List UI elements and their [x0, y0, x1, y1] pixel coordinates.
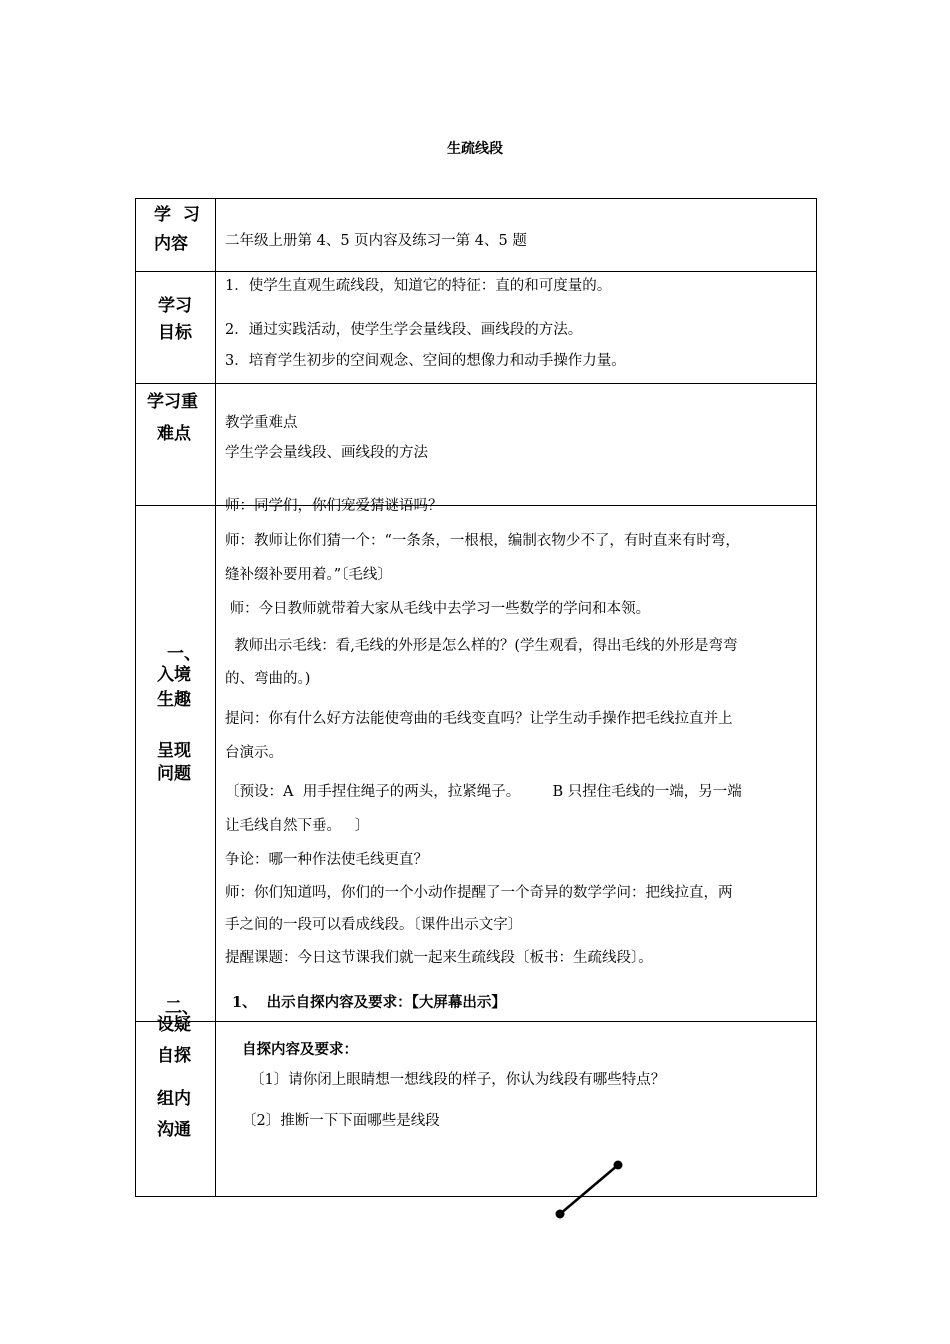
- explore-label-line2: 设疑: [157, 1015, 191, 1035]
- goal-item: 3．培育学生初步的空间观念、空间的想像力和动手操作力量。: [225, 353, 626, 369]
- segment-endpoint: [614, 1161, 623, 1170]
- content-text: 二年级上册第 4、5 页内容及练习一第 4、5 题: [225, 233, 527, 249]
- content-label-line1: 学 习: [154, 205, 200, 225]
- situation-line: 师：同学们，你们宠爱猜谜语吗？: [225, 498, 443, 514]
- goal-item: 1．使学生直观生疏线段，知道它的特征：直的和可度量的。: [225, 278, 612, 294]
- situation-line: 师：教师让你们猜一个：“一条条，一根根，编制衣物少不了，有时直来有时弯，: [225, 533, 740, 549]
- situation-line: 1、 出示自探内容及要求：【大屏幕出示】: [232, 994, 506, 1011]
- keypoints-label-line2: 难点: [157, 424, 191, 444]
- segment-endpoint: [556, 1210, 565, 1219]
- explore-label-line5: 沟通: [157, 1120, 191, 1140]
- situation-line: 师：今日教师就带着大家从毛线中去学习一些数学的学问和本领。: [225, 601, 651, 617]
- explore-label-line3: 自探: [157, 1046, 191, 1066]
- situation-line: 师：你们知道吗，你们的一个小动作提醒了一个奇异的数学学问：把线拉直，两: [225, 885, 733, 901]
- goals-label-line1: 学习: [158, 296, 192, 316]
- keypoints-text: 学生学会量线段、画线段的方法: [225, 445, 428, 461]
- situation-label-line1: 一、: [167, 644, 201, 664]
- page-title: 生疏线段: [447, 141, 503, 157]
- keypoints-heading: 教学重难点: [225, 415, 298, 431]
- situation-line: 手之间的一段可以看成线段。〔课件出示文字〕: [225, 917, 523, 933]
- situation-line: 提问：你有什么好方法能使弯曲的毛线变直吗？让学生动手操作把毛线拉直并上: [225, 711, 733, 727]
- explore-item: 〔2〕推断一下下面哪些是线段: [242, 1113, 440, 1129]
- goals-label-line2: 目标: [158, 323, 192, 343]
- situation-line: 〔预设：A 用手捏住绳子的两头，拉紧绳子。 B 只捏住毛线的一端，另一端: [225, 784, 742, 800]
- situation-line: 缝补缀补要用着。”〔毛线〕: [225, 567, 392, 583]
- situation-line: 教师出示毛线：看,毛线的外形是怎么样的？(学生观看，得出毛线的外形是弯弯: [225, 638, 738, 654]
- content-label-line2: 内容: [154, 234, 188, 254]
- explore-label-line1: 二、: [165, 998, 199, 1018]
- keypoints-label-line1: 学习重: [147, 392, 198, 412]
- situation-line: 争论：哪一种作法使毛线更直？: [225, 852, 428, 868]
- situation-label-line5: 问题: [157, 764, 191, 784]
- situation-line: 让毛线自然下垂。 〕: [225, 818, 370, 834]
- goal-item: 2．通过实践活动，使学生学会量线段、画线段的方法。: [225, 322, 583, 338]
- situation-line: 提醒课题：今日这节课我们就一起来生疏线段〔板书：生疏线段〕。: [225, 950, 653, 966]
- situation-label-line3: 生趣: [157, 690, 191, 710]
- explore-item: 〔1〕请你闭上眼睛想一想线段的样子，你认为线段有哪些特点？: [250, 1072, 666, 1088]
- line-segment: [560, 1165, 618, 1214]
- situation-line: 台演示。: [225, 745, 283, 761]
- explore-heading: 自探内容及要求：: [242, 1041, 358, 1058]
- explore-label-line4: 组内: [157, 1089, 191, 1109]
- situation-label-line4: 呈现: [157, 741, 191, 761]
- situation-line: 的、弯曲的。): [225, 671, 311, 687]
- situation-label-line2: 入境: [157, 665, 191, 685]
